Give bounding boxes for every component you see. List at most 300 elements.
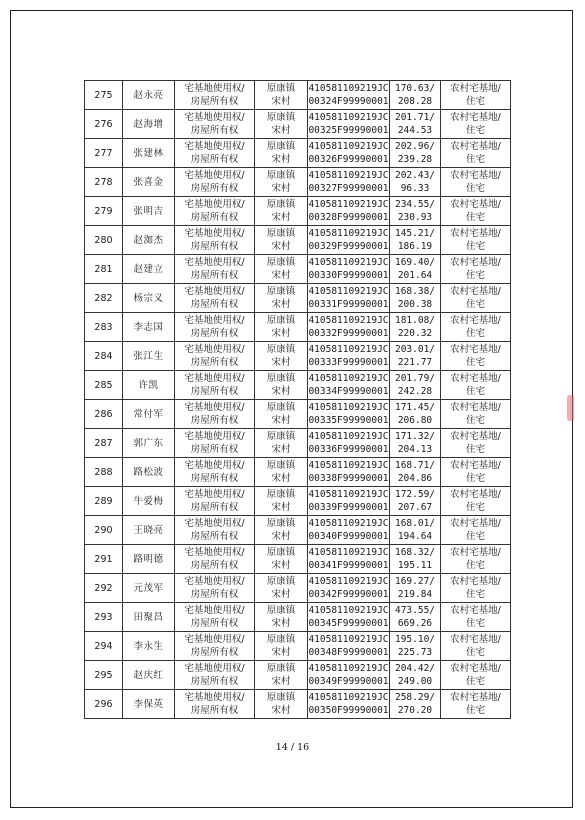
cell-name [123, 110, 175, 139]
cell-area [390, 458, 441, 487]
cell-text: 原康镇 [266, 141, 296, 152]
cell-text: 房屋所有权 [190, 531, 239, 542]
cell-use [441, 574, 511, 603]
cell-text: 农村宅基地/ [450, 83, 501, 94]
cell-text: 410581109219JC [308, 228, 389, 239]
cell-text: 宋村 [271, 183, 291, 194]
cell-text: 203.01/ [394, 344, 436, 355]
cell-text: 410581109219JC [308, 431, 389, 442]
cell-no [85, 255, 123, 284]
cell-text: 202.96/ [394, 141, 436, 152]
cell-text: 杨宗义 [133, 292, 164, 304]
cell-text: 186.19 [397, 241, 433, 252]
cell-use [441, 458, 511, 487]
cell-text: 路明德 [133, 553, 164, 565]
cell-use [441, 226, 511, 255]
cell-text: 房屋所有权 [190, 589, 239, 600]
cell-text: 206.80 [397, 415, 433, 426]
cell-use [441, 632, 511, 661]
cell-text: 宋村 [271, 96, 291, 107]
cell-text: 住宅 [465, 270, 485, 281]
cell-text: 00325F99990001 [308, 125, 389, 136]
cell-no [85, 574, 123, 603]
cell-text: 96.33 [400, 183, 430, 194]
cell-text: 230.93 [397, 212, 433, 223]
cell-name [123, 284, 175, 313]
cell-text: 00328F99990001 [308, 212, 389, 223]
cell-text: 农村宅基地/ [450, 199, 501, 210]
cell-code [308, 603, 390, 632]
cell-right [175, 632, 255, 661]
cell-loc [255, 545, 308, 574]
cell-text: 00341F99990001 [308, 560, 389, 571]
cell-text: 宋村 [271, 212, 291, 223]
cell-text: 李保英 [133, 698, 164, 710]
cell-no [85, 429, 123, 458]
cell-no [85, 313, 123, 342]
cell-name [123, 516, 175, 545]
cell-name [123, 661, 175, 690]
cell-use [441, 313, 511, 342]
table-body [85, 81, 511, 719]
cell-text: 原康镇 [266, 489, 296, 500]
cell-area [390, 603, 441, 632]
cell-loc [255, 226, 308, 255]
cell-text: 原康镇 [266, 257, 296, 268]
cell-area [390, 574, 441, 603]
cell-text: 原康镇 [266, 286, 296, 297]
cell-text: 农村宅基地/ [450, 460, 501, 471]
cell-text: 00340F99990001 [308, 531, 389, 542]
table-row [85, 81, 511, 110]
table-row [85, 487, 511, 516]
cell-text: 农村宅基地/ [450, 286, 501, 297]
cell-text: 房屋所有权 [190, 357, 239, 368]
cell-code [308, 226, 390, 255]
cell-use [441, 487, 511, 516]
cell-text: 170.63/ [394, 83, 436, 94]
cell-text: 房屋所有权 [190, 705, 239, 716]
cell-text: 住宅 [465, 212, 485, 223]
cell-text: 282 [94, 292, 113, 304]
cell-code [308, 313, 390, 342]
cell-text: 房屋所有权 [190, 270, 239, 281]
cell-text: 宋村 [271, 125, 291, 136]
cell-text: 宅基地使用权/ [184, 402, 245, 413]
cell-code [308, 81, 390, 110]
cell-code [308, 110, 390, 139]
cell-no [85, 139, 123, 168]
cell-name [123, 429, 175, 458]
cell-text: 原康镇 [266, 315, 296, 326]
cell-text: 410581109219JC [308, 576, 389, 587]
cell-text: 00350F99990001 [308, 705, 389, 716]
cell-use [441, 516, 511, 545]
cell-text: 牛爱梅 [133, 495, 164, 507]
cell-text: 住宅 [465, 241, 485, 252]
cell-text: 宋村 [271, 299, 291, 310]
cell-text: 赵海增 [133, 118, 164, 130]
cell-area [390, 284, 441, 313]
cell-text: 原康镇 [266, 170, 296, 181]
cell-text: 293 [94, 611, 113, 623]
cell-text: 房屋所有权 [190, 125, 239, 136]
table-row [85, 690, 511, 719]
cell-right [175, 574, 255, 603]
cell-loc [255, 255, 308, 284]
cell-text: 宋村 [271, 589, 291, 600]
cell-loc [255, 197, 308, 226]
cell-right [175, 429, 255, 458]
cell-text: 常付军 [133, 408, 164, 420]
cell-text: 宅基地使用权/ [184, 257, 245, 268]
cell-text: 00345F99990001 [308, 618, 389, 629]
cell-code [308, 284, 390, 313]
cell-no [85, 371, 123, 400]
cell-area [390, 197, 441, 226]
cell-text: 410581109219JC [308, 605, 389, 616]
cell-text: 原康镇 [266, 547, 296, 558]
cell-text: 225.73 [397, 647, 433, 658]
cell-loc [255, 110, 308, 139]
cell-text: 住宅 [465, 444, 485, 455]
cell-text: 宅基地使用权/ [184, 605, 245, 616]
cell-loc [255, 574, 308, 603]
cell-text: 元茂军 [133, 582, 164, 594]
cell-text: 194.64 [397, 531, 433, 542]
cell-no [85, 226, 123, 255]
cell-text: 295 [94, 669, 113, 681]
cell-text: 宅基地使用权/ [184, 228, 245, 239]
cell-text: 宋村 [271, 357, 291, 368]
cell-text: 宋村 [271, 676, 291, 687]
cell-text: 410581109219JC [308, 402, 389, 413]
cell-no [85, 632, 123, 661]
cell-loc [255, 603, 308, 632]
cell-text: 00334F99990001 [308, 386, 389, 397]
cell-loc [255, 284, 308, 313]
cell-use [441, 255, 511, 284]
table-row [85, 661, 511, 690]
cell-text: 195.10/ [394, 634, 436, 645]
cell-right [175, 81, 255, 110]
cell-text: 410581109219JC [308, 518, 389, 529]
table-row [85, 400, 511, 429]
cell-area [390, 545, 441, 574]
cell-name [123, 574, 175, 603]
cell-text: 294 [94, 640, 113, 652]
cell-text: 农村宅基地/ [450, 576, 501, 587]
cell-no [85, 661, 123, 690]
cell-text: 200.38 [397, 299, 433, 310]
cell-code [308, 255, 390, 284]
table-row [85, 197, 511, 226]
table-row [85, 110, 511, 139]
cell-text: 农村宅基地/ [450, 170, 501, 181]
cell-name [123, 197, 175, 226]
cell-text: 原康镇 [266, 518, 296, 529]
cell-area [390, 429, 441, 458]
cell-text: 00329F99990001 [308, 241, 389, 252]
cell-text: 赵庆红 [133, 669, 164, 681]
cell-text: 宋村 [271, 328, 291, 339]
cell-text: 270.20 [397, 705, 433, 716]
cell-text: 农村宅基地/ [450, 663, 501, 674]
cell-area [390, 255, 441, 284]
cell-text: 农村宅基地/ [450, 634, 501, 645]
cell-right [175, 516, 255, 545]
cell-text: 农村宅基地/ [450, 431, 501, 442]
cell-no [85, 284, 123, 313]
cell-use [441, 661, 511, 690]
cell-area [390, 168, 441, 197]
cell-text: 赵洳杰 [133, 234, 164, 246]
cell-text: 280 [94, 234, 113, 246]
cell-text: 208.28 [397, 96, 433, 107]
cell-text: 张明吉 [133, 205, 164, 217]
cell-text: 宅基地使用权/ [184, 141, 245, 152]
cell-area [390, 313, 441, 342]
cell-text: 410581109219JC [308, 634, 389, 645]
cell-text: 住宅 [465, 183, 485, 194]
cell-text: 195.11 [397, 560, 433, 571]
cell-text: 住宅 [465, 328, 485, 339]
cell-text: 168.01/ [394, 518, 436, 529]
cell-use [441, 139, 511, 168]
cell-text: 农村宅基地/ [450, 141, 501, 152]
cell-area [390, 81, 441, 110]
cell-text: 00348F99990001 [308, 647, 389, 658]
cell-text: 258.29/ [394, 692, 436, 703]
cell-text: 住宅 [465, 589, 485, 600]
table-row [85, 516, 511, 545]
cell-text: 279 [94, 205, 113, 217]
cell-text: 农村宅基地/ [450, 373, 501, 384]
table-row [85, 632, 511, 661]
cell-text: 张喜金 [133, 176, 164, 188]
cell-text: 宅基地使用权/ [184, 460, 245, 471]
cell-text: 张江生 [133, 350, 164, 362]
cell-area [390, 110, 441, 139]
cell-text: 145.21/ [394, 228, 436, 239]
cell-text: 原康镇 [266, 605, 296, 616]
cell-text: 410581109219JC [308, 286, 389, 297]
cell-text: 原康镇 [266, 431, 296, 442]
cell-text: 宅基地使用权/ [184, 634, 245, 645]
registration-table [84, 80, 511, 719]
cell-text: 277 [94, 147, 113, 159]
cell-text: 宋村 [271, 444, 291, 455]
cell-code [308, 139, 390, 168]
cell-text: 202.43/ [394, 170, 436, 181]
cell-text: 房屋所有权 [190, 676, 239, 687]
cell-text: 宋村 [271, 386, 291, 397]
cell-text: 房屋所有权 [190, 560, 239, 571]
cell-code [308, 458, 390, 487]
cell-text: 234.55/ [394, 199, 436, 210]
cell-text: 410581109219JC [308, 489, 389, 500]
cell-text: 王晓亮 [133, 524, 164, 536]
cell-text: 410581109219JC [308, 199, 389, 210]
cell-text: 房屋所有权 [190, 154, 239, 165]
cell-text: 宅基地使用权/ [184, 199, 245, 210]
cell-text: 路松波 [133, 466, 164, 478]
cell-text: 李永生 [133, 640, 164, 652]
cell-text: 住宅 [465, 357, 485, 368]
cell-text: 农村宅基地/ [450, 228, 501, 239]
cell-area [390, 342, 441, 371]
cell-text: 172.59/ [394, 489, 436, 500]
cell-text: 410581109219JC [308, 315, 389, 326]
cell-use [441, 168, 511, 197]
cell-text: 220.32 [397, 328, 433, 339]
cell-text: 244.53 [397, 125, 433, 136]
cell-text: 410581109219JC [308, 141, 389, 152]
cell-no [85, 545, 123, 574]
cell-text: 宋村 [271, 473, 291, 484]
cell-text: 宋村 [271, 270, 291, 281]
cell-text: 283 [94, 321, 113, 333]
cell-text: 住宅 [465, 154, 485, 165]
cell-use [441, 110, 511, 139]
table-row [85, 458, 511, 487]
cell-text: 00336F99990001 [308, 444, 389, 455]
cell-text: 410581109219JC [308, 112, 389, 123]
cell-right [175, 400, 255, 429]
cell-text: 房屋所有权 [190, 647, 239, 658]
cell-text: 房屋所有权 [190, 212, 239, 223]
cell-use [441, 371, 511, 400]
cell-text: 宅基地使用权/ [184, 315, 245, 326]
cell-text: 171.32/ [394, 431, 436, 442]
cell-name [123, 545, 175, 574]
cell-text: 201.64 [397, 270, 433, 281]
cell-text: 房屋所有权 [190, 502, 239, 513]
table-row [85, 371, 511, 400]
cell-use [441, 284, 511, 313]
cell-area [390, 690, 441, 719]
cell-name [123, 632, 175, 661]
cell-text: 住宅 [465, 560, 485, 571]
cell-text: 168.38/ [394, 286, 436, 297]
table-row [85, 603, 511, 632]
cell-text: 00338F99990001 [308, 473, 389, 484]
table-row [85, 429, 511, 458]
cell-text: 204.13 [397, 444, 433, 455]
cell-text: 农村宅基地/ [450, 257, 501, 268]
cell-text: 房屋所有权 [190, 299, 239, 310]
cell-text: 00333F99990001 [308, 357, 389, 368]
cell-text: 239.28 [397, 154, 433, 165]
cell-area [390, 400, 441, 429]
cell-loc [255, 400, 308, 429]
cell-no [85, 458, 123, 487]
cell-text: 宅基地使用权/ [184, 576, 245, 587]
cell-text: 276 [94, 118, 113, 130]
cell-text: 286 [94, 408, 113, 420]
cell-text: 284 [94, 350, 113, 362]
cell-name [123, 313, 175, 342]
cell-area [390, 516, 441, 545]
cell-code [308, 400, 390, 429]
cell-code [308, 516, 390, 545]
cell-loc [255, 81, 308, 110]
cell-right [175, 168, 255, 197]
cell-name [123, 139, 175, 168]
cell-no [85, 110, 123, 139]
cell-use [441, 690, 511, 719]
cell-text: 410581109219JC [308, 83, 389, 94]
cell-name [123, 458, 175, 487]
cell-text: 原康镇 [266, 692, 296, 703]
cell-text: 房屋所有权 [190, 473, 239, 484]
cell-text: 原康镇 [266, 228, 296, 239]
cell-area [390, 632, 441, 661]
cell-loc [255, 168, 308, 197]
cell-use [441, 81, 511, 110]
cell-text: 住宅 [465, 415, 485, 426]
cell-text: 宋村 [271, 502, 291, 513]
cell-text: 宅基地使用权/ [184, 83, 245, 94]
cell-text: 住宅 [465, 705, 485, 716]
cell-text: 410581109219JC [308, 373, 389, 384]
cell-right [175, 545, 255, 574]
cell-text: 410581109219JC [308, 257, 389, 268]
cell-text: 原康镇 [266, 344, 296, 355]
table-row [85, 139, 511, 168]
cell-no [85, 400, 123, 429]
cell-use [441, 400, 511, 429]
cell-code [308, 371, 390, 400]
cell-right [175, 603, 255, 632]
cell-text: 宋村 [271, 647, 291, 658]
cell-loc [255, 313, 308, 342]
cell-text: 289 [94, 495, 113, 507]
cell-text: 219.84 [397, 589, 433, 600]
cell-name [123, 226, 175, 255]
cell-no [85, 168, 123, 197]
cell-text: 宅基地使用权/ [184, 518, 245, 529]
cell-text: 宋村 [271, 618, 291, 629]
cell-right [175, 458, 255, 487]
cell-text: 410581109219JC [308, 170, 389, 181]
cell-right [175, 487, 255, 516]
cell-area [390, 226, 441, 255]
cell-right [175, 226, 255, 255]
cell-right [175, 255, 255, 284]
table-row [85, 545, 511, 574]
cell-text: 221.77 [397, 357, 433, 368]
cell-text: 204.42/ [394, 663, 436, 674]
cell-text: 00326F99990001 [308, 154, 389, 165]
cell-text: 原康镇 [266, 460, 296, 471]
cell-text: 410581109219JC [308, 692, 389, 703]
table-row [85, 255, 511, 284]
cell-text: 00332F99990001 [308, 328, 389, 339]
cell-text: 田聚昌 [133, 611, 164, 623]
cell-code [308, 342, 390, 371]
cell-text: 181.08/ [394, 315, 436, 326]
cell-text: 宅基地使用权/ [184, 547, 245, 558]
cell-text: 宅基地使用权/ [184, 663, 245, 674]
cell-loc [255, 632, 308, 661]
cell-text: 669.26 [397, 618, 433, 629]
cell-name [123, 342, 175, 371]
cell-text: 204.86 [397, 473, 433, 484]
cell-no [85, 690, 123, 719]
cell-text: 住宅 [465, 96, 485, 107]
cell-text: 宅基地使用权/ [184, 344, 245, 355]
